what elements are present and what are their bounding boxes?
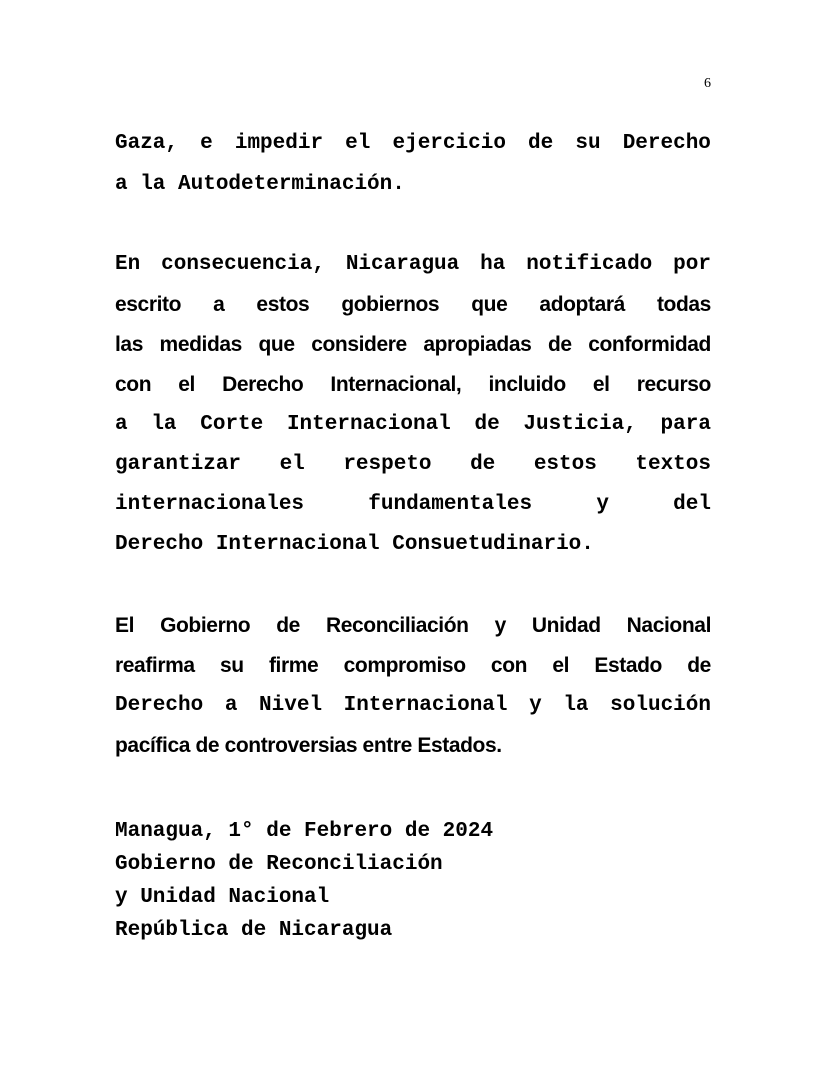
word: firme bbox=[268, 654, 319, 677]
word: estos bbox=[256, 293, 310, 316]
word: todas bbox=[656, 293, 711, 316]
word: el bbox=[592, 373, 610, 396]
paragraph-3-line-4: pacífica de controversias entre Estados. bbox=[115, 734, 502, 757]
paragraph-1-line-1 bbox=[115, 124, 711, 164]
word: respeto bbox=[343, 453, 432, 476]
word: Nicaragua bbox=[345, 253, 460, 276]
word: de bbox=[528, 132, 554, 155]
word: conformidad bbox=[588, 333, 711, 356]
word: de bbox=[470, 453, 496, 476]
word: para bbox=[660, 413, 711, 436]
word: Gobierno bbox=[160, 614, 251, 637]
word: del bbox=[673, 493, 711, 516]
word: Gaza, bbox=[115, 132, 179, 155]
word: impedir bbox=[234, 132, 324, 155]
paragraph-2-line-1 bbox=[115, 245, 711, 285]
word: a bbox=[224, 694, 238, 717]
word: internacionales bbox=[115, 493, 305, 516]
word: que bbox=[471, 293, 508, 316]
word: el bbox=[178, 373, 195, 396]
issuer-line-1: Gobierno de Reconciliación bbox=[115, 853, 443, 876]
paragraph-2-line-4 bbox=[115, 365, 711, 405]
word: Justicia, bbox=[523, 413, 637, 436]
word: Derecho bbox=[222, 373, 304, 396]
word: Derecho bbox=[115, 694, 204, 717]
word: solución bbox=[610, 694, 711, 717]
paragraph-2-line-3 bbox=[115, 325, 711, 365]
word: la bbox=[151, 413, 177, 436]
word: las bbox=[115, 333, 143, 356]
word: notificado bbox=[526, 253, 653, 276]
place-and-date: Managua, 1° de Febrero de 2024 bbox=[115, 820, 494, 843]
word: Nivel bbox=[259, 694, 323, 717]
word: de bbox=[276, 614, 300, 637]
page-number: 6 bbox=[704, 76, 711, 91]
paragraph-2-line-7 bbox=[115, 485, 711, 525]
word: gobiernos bbox=[341, 293, 440, 316]
word: reafirma bbox=[115, 654, 195, 677]
word: Internacional bbox=[286, 413, 451, 436]
paragraph-2-line-8: Derecho Internacional Consuetudinario. bbox=[115, 533, 594, 556]
word: el bbox=[279, 453, 305, 476]
paragraph-2-line-2 bbox=[115, 285, 711, 325]
word: recurso bbox=[636, 373, 711, 396]
paragraph-3-line-1 bbox=[115, 606, 711, 646]
word: de bbox=[547, 333, 572, 356]
word: En bbox=[115, 253, 141, 276]
word: con bbox=[490, 654, 528, 677]
word: textos bbox=[635, 453, 711, 476]
word: Internacional, bbox=[330, 373, 462, 396]
word: adoptará bbox=[539, 293, 625, 316]
word: Internacional bbox=[343, 694, 508, 717]
word: incluido bbox=[488, 373, 566, 396]
word: consecuencia, bbox=[161, 253, 325, 276]
country-name: República de Nicaragua bbox=[115, 919, 393, 942]
word: ejercicio bbox=[392, 132, 506, 155]
word: de bbox=[474, 413, 500, 436]
word: la bbox=[563, 694, 589, 717]
word: el bbox=[552, 654, 570, 677]
word: su bbox=[219, 654, 244, 677]
word: medidas bbox=[159, 333, 242, 356]
paragraph-3-line-2 bbox=[115, 646, 711, 686]
word: estos bbox=[533, 453, 597, 476]
word: El bbox=[115, 614, 135, 637]
word: el bbox=[345, 132, 371, 155]
word: su bbox=[575, 132, 601, 155]
word: compromiso bbox=[343, 654, 466, 677]
word: Reconciliación bbox=[325, 614, 469, 637]
word: escrito bbox=[115, 293, 182, 316]
paragraph-2-line-6 bbox=[115, 445, 711, 485]
issuer-line-2: y Unidad Nacional bbox=[115, 886, 330, 909]
word: apropiadas bbox=[423, 333, 532, 356]
paragraph-1-line-2: a la Autodeterminación. bbox=[115, 173, 405, 196]
word: e bbox=[200, 132, 213, 155]
word: con bbox=[115, 373, 152, 396]
word: Derecho bbox=[622, 132, 711, 155]
word: a bbox=[213, 293, 225, 316]
word: y bbox=[494, 614, 506, 637]
word: y bbox=[529, 694, 542, 717]
word: Corte bbox=[200, 413, 264, 436]
word: a bbox=[115, 413, 128, 436]
word: considere bbox=[311, 333, 407, 356]
word: y bbox=[596, 493, 609, 516]
paragraph-3-line-3 bbox=[115, 686, 711, 726]
word: que bbox=[258, 333, 295, 356]
word: por bbox=[673, 253, 711, 276]
closing-block bbox=[115, 815, 711, 947]
word: Unidad bbox=[531, 614, 601, 637]
word: fundamentales bbox=[368, 493, 533, 516]
word: Nacional bbox=[626, 614, 711, 637]
word: garantizar bbox=[115, 453, 242, 476]
word: de bbox=[687, 654, 711, 677]
word: ha bbox=[480, 253, 506, 276]
word: Estado bbox=[594, 654, 662, 677]
paragraph-2-line-5 bbox=[115, 405, 711, 445]
